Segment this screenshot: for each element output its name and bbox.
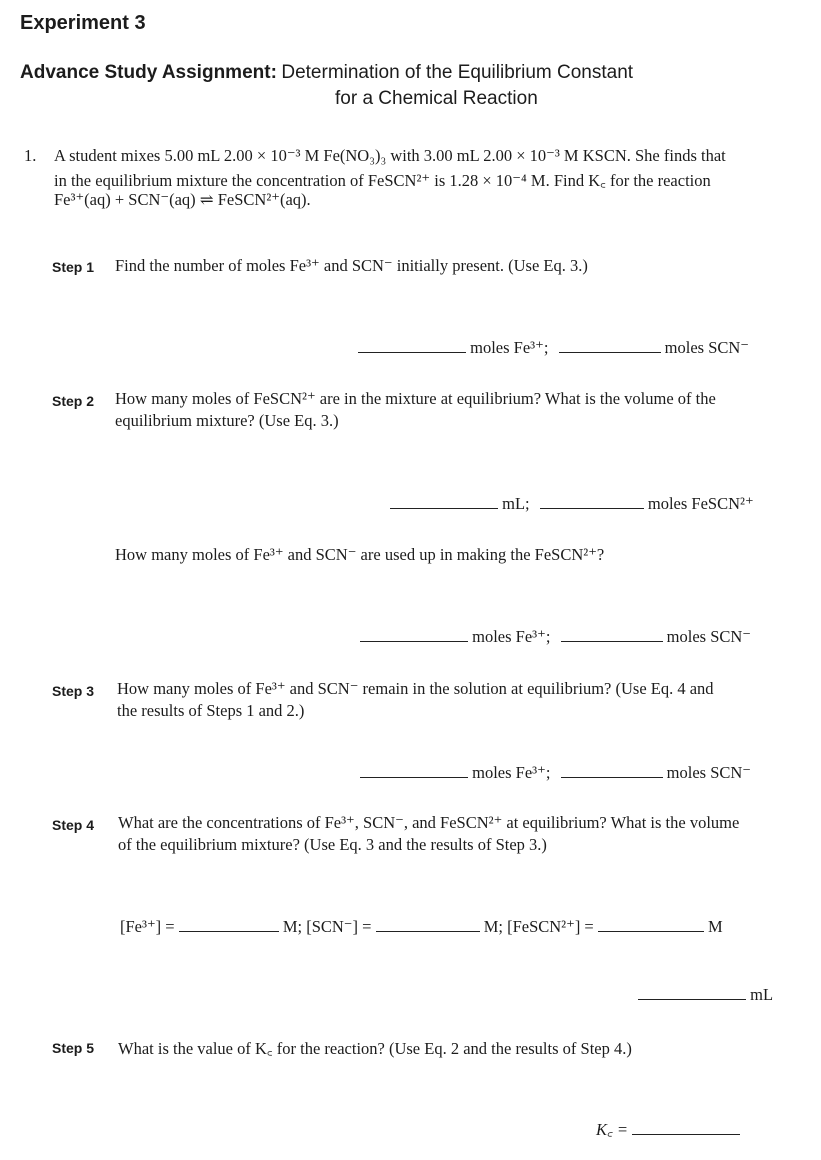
problem-line-3: Fe³⁺(aq) + SCN⁻(aq) ⇌ FeSCN²⁺(aq). xyxy=(54,190,311,209)
step2-sub-fe-blank[interactable] xyxy=(360,624,468,642)
problem-line-2: in the equilibrium mixture the concentration of FeSCN²⁺ is 1.28 × 10⁻⁴ M. Find K꜀ for the reaction xyxy=(54,171,711,190)
step4-volume-unit: mL xyxy=(750,985,774,1004)
step4-question-line2: of the equilibrium mixture? (Use Eq. 3 and the results of Step 3.) xyxy=(118,835,547,854)
experiment-title: Experiment 3 xyxy=(20,12,146,34)
step3-scn-blank[interactable] xyxy=(561,760,663,778)
step4-concentration-row xyxy=(120,914,723,937)
assignment-title-line1: Determination of the Equilibrium Constant xyxy=(281,62,634,83)
step1-fe-blank[interactable] xyxy=(358,335,466,353)
step4-volume-blank[interactable] xyxy=(638,982,746,1000)
step2-label: Step 2 xyxy=(52,393,95,409)
step5-question: What is the value of K꜀ for the reaction? (Use Eq. 2 and the results of Step 4.) xyxy=(118,1039,632,1058)
step4-label: Step 4 xyxy=(52,817,95,833)
step1-scn-blank[interactable] xyxy=(559,335,661,353)
step2-sub-scn-blank[interactable] xyxy=(561,624,663,642)
step3-question-line1: How many moles of Fe³⁺ and SCN⁻ remain in the solution at equilibrium? (Use Eq. 4 and xyxy=(117,679,714,698)
step2-sub-question: How many moles of Fe³⁺ and SCN⁻ are used up in making the FeSCN²⁺? xyxy=(115,545,605,564)
step4-scn-blank[interactable] xyxy=(376,914,480,932)
step2-sub-answer-row xyxy=(360,624,751,647)
step3-scn-unit: moles SCN⁻ xyxy=(666,763,752,782)
problem-number: 1. xyxy=(24,146,37,165)
step2-volume-blank[interactable] xyxy=(390,491,498,509)
step4-fe-label: [Fe³⁺] = xyxy=(120,917,175,936)
problem-line-1: A student mixes 5.00 mL 2.00 × 10⁻³ M Fe(NO₃)₃ with 3.00 mL 2.00 × 10⁻³ M KSCN. She finds that xyxy=(54,146,726,165)
step3-fe-blank[interactable] xyxy=(360,760,468,778)
step1-scn-unit: moles SCN⁻ xyxy=(664,338,750,357)
step3-answer-row xyxy=(360,760,751,783)
step5-kc-label: K꜀ = xyxy=(596,1120,628,1139)
step1-question: Find the number of moles Fe³⁺ and SCN⁻ initially present. (Use Eq. 3.) xyxy=(115,256,588,275)
step4-fe-blank[interactable] xyxy=(179,914,279,932)
step3-question-line2: the results of Steps 1 and 2.) xyxy=(117,701,305,720)
assignment-label: Advance Study Assignment: xyxy=(20,62,277,83)
step2-fescn-blank[interactable] xyxy=(540,491,644,509)
step2-answer-row xyxy=(390,491,754,514)
step2-question-line1: How many moles of FeSCN²⁺ are in the mixture at equilibrium? What is the volume of the xyxy=(115,389,716,408)
assignment-heading xyxy=(20,62,633,84)
assignment-title-line2: for a Chemical Reaction xyxy=(335,88,538,109)
step1-fe-unit: moles Fe³⁺; xyxy=(470,338,549,357)
step3-fe-unit: moles Fe³⁺; xyxy=(472,763,551,782)
step4-volume-row xyxy=(638,982,773,1005)
step4-fescn-blank[interactable] xyxy=(598,914,704,932)
step1-label: Step 1 xyxy=(52,259,95,275)
step4-question-line1: What are the concentrations of Fe³⁺, SCN⁻, and FeSCN²⁺ at equilibrium? What is the volume xyxy=(118,813,740,832)
step1-answer-row xyxy=(358,335,749,358)
step4-fescn-label: M; [FeSCN²⁺] = xyxy=(483,917,594,936)
step3-label: Step 3 xyxy=(52,683,95,699)
step4-scn-label: M; [SCN⁻] = xyxy=(282,917,372,936)
step4-end-unit: M xyxy=(708,917,723,936)
step2-sub-fe-unit: moles Fe³⁺; xyxy=(472,627,551,646)
step5-answer-row xyxy=(596,1117,740,1140)
step2-volume-unit: mL; xyxy=(502,494,530,513)
step2-sub-scn-unit: moles SCN⁻ xyxy=(666,627,752,646)
step5-kc-blank[interactable] xyxy=(632,1117,740,1135)
step5-label: Step 5 xyxy=(52,1040,95,1056)
step2-question-line2: equilibrium mixture? (Use Eq. 3.) xyxy=(115,411,339,430)
step2-fescn-unit: moles FeSCN²⁺ xyxy=(647,494,754,513)
